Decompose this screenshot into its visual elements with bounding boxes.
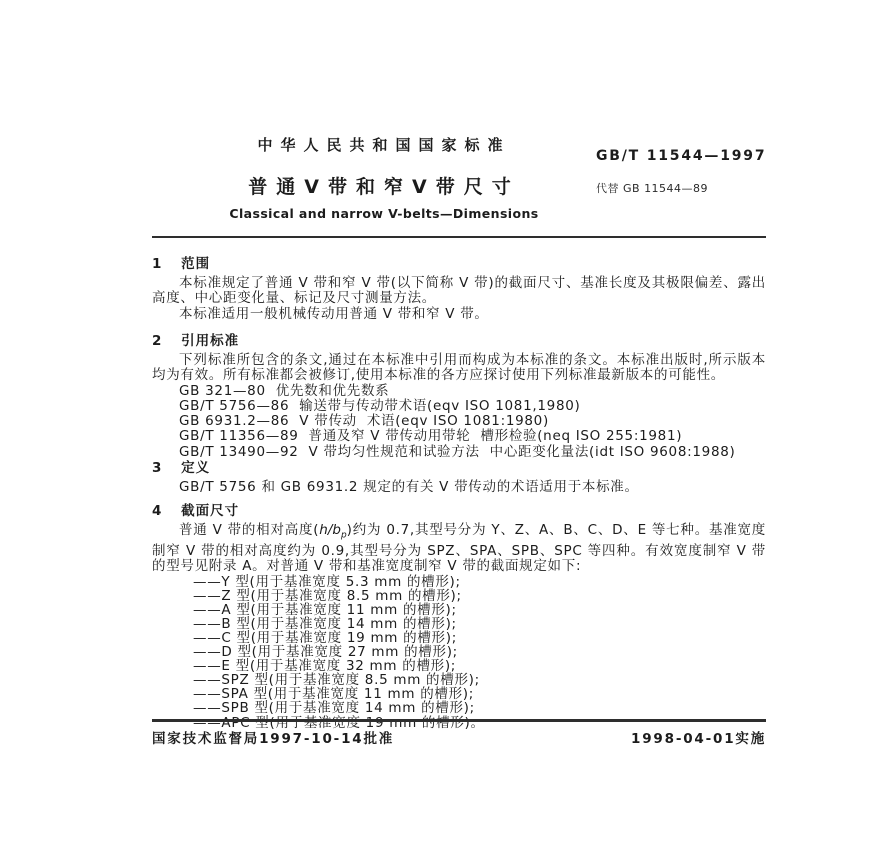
- header-divider: [152, 236, 766, 238]
- belt-type-item: ——APC 型(用于基准宽度 19 mm 的槽形)。: [193, 714, 485, 731]
- section-title: 范围: [181, 256, 211, 272]
- paragraph: [152, 523, 766, 575]
- paragraph-text: )约为 0.7,其型号分为 Y、Z、A、B、C、D、E 等七种。基准宽度制窄 V 带的相对高度约为 0.9,其型号分为 SPZ、SPA、SPB、SPC 等四种。有效宽度制窄 V 带的型号见附录 A。对普通 V 带和基准宽度制窄 V 带的截面规定如下:: [152, 522, 767, 575]
- section-heading: [152, 503, 766, 519]
- paragraph: 本标准规定了普通 V 带和窄 V 带(以下简称 V 带)的截面尺寸、基准长度及其极限偏差、露出高度、中心距变化量、标记及尺寸测量方法。: [152, 275, 766, 307]
- section-cross-section-dimensions: [152, 503, 766, 730]
- paragraph: 本标准适用一般机械传动用普通 V 带和窄 V 带。: [179, 305, 489, 322]
- referenced-standard-item: GB/T 13490—92 V 带均匀性规范和试验方法 中心距变化量法(idt ISO 9608:1988): [179, 443, 736, 460]
- replaces-note: 代替 GB 11544—89: [596, 182, 709, 195]
- document-footer: [152, 719, 766, 747]
- section-definitions: [152, 460, 766, 495]
- paragraph: 下列标准所包含的条文,通过在本标准中引用而构成为本标准的条文。本标准出版时,所示版本均为有效。所有标准都会被修订,使用本标准的各方应探讨使用下列标准最新版本的可能性。: [152, 352, 766, 384]
- referenced-standard-item: GB/T 11356—89 普通及窄 V 带传动用带轮 槽形检验(neq ISO 255:1981): [179, 428, 683, 445]
- section-heading: [152, 256, 766, 272]
- page-title: 普通V带和窄V带尺寸: [248, 176, 520, 198]
- section-number: 4: [152, 503, 163, 519]
- referenced-standard-item: GB 6931.2—86 V 带传动 术语(eqv ISO 1081:1980): [179, 413, 549, 430]
- belt-type-item: ——SPA 型(用于基准宽度 11 mm 的槽形);: [193, 686, 475, 703]
- belt-type-item: ——B 型(用于基准宽度 14 mm 的槽形);: [193, 615, 457, 632]
- standard-code: GB/T 11544—1997: [596, 148, 767, 164]
- implementation-date: 1998-04-01实施: [631, 731, 766, 747]
- page-title-english: Classical and narrow V-belts—Dimensions: [229, 206, 539, 221]
- paragraph: GB/T 5756 和 GB 6931.2 规定的有关 V 带传动的术语适用于本标准。: [179, 479, 639, 495]
- belt-type-item: ——SPZ 型(用于基准宽度 8.5 mm 的槽形);: [193, 672, 480, 689]
- section-number: 3: [152, 460, 163, 476]
- section-title: 引用标准: [181, 333, 240, 349]
- document-header: [152, 130, 766, 240]
- belt-type-item: ——SPB 型(用于基准宽度 14 mm 的槽形);: [193, 700, 475, 717]
- referenced-standard-item: GB/T 5756—86 输送带与传动带术语(eqv ISO 1081,1980): [179, 397, 581, 414]
- belt-type-item: ——Z 型(用于基准宽度 8.5 mm 的槽形);: [193, 587, 462, 604]
- section-referenced-standards: [152, 333, 766, 460]
- section-number: 1: [152, 256, 163, 272]
- paragraph-text: 普通 V 带的相对高度(: [179, 522, 320, 538]
- section-heading: [152, 333, 766, 349]
- referenced-standard-item: GB 321—80 优先数和优先数系: [179, 382, 390, 399]
- belt-type-item: ——C 型(用于基准宽度 19 mm 的槽形);: [193, 629, 457, 646]
- national-standard-label: 中华人民共和国国家标准: [257, 136, 511, 154]
- section-heading: [152, 460, 766, 476]
- approval-notice: 国家技术监督局1997-10-14批准: [152, 731, 395, 747]
- symbol-text: h/b: [319, 522, 341, 538]
- belt-type-item: ——D 型(用于基准宽度 27 mm 的槽形);: [193, 644, 458, 661]
- section-scope: [152, 256, 766, 322]
- section-title: 定义: [181, 460, 211, 476]
- belt-type-item: ——Y 型(用于基准宽度 5.3 mm 的槽形);: [193, 573, 461, 590]
- standard-code-block: [596, 148, 766, 196]
- belt-type-item: ——E 型(用于基准宽度 32 mm 的槽形);: [193, 658, 457, 675]
- section-title: 截面尺寸: [181, 503, 240, 519]
- header-title-block: [152, 130, 616, 221]
- belt-type-item: ——A 型(用于基准宽度 11 mm 的槽形);: [193, 601, 457, 618]
- symbol-subscript: p: [340, 530, 347, 541]
- section-number: 2: [152, 333, 163, 349]
- relative-height-symbol: [319, 522, 347, 541]
